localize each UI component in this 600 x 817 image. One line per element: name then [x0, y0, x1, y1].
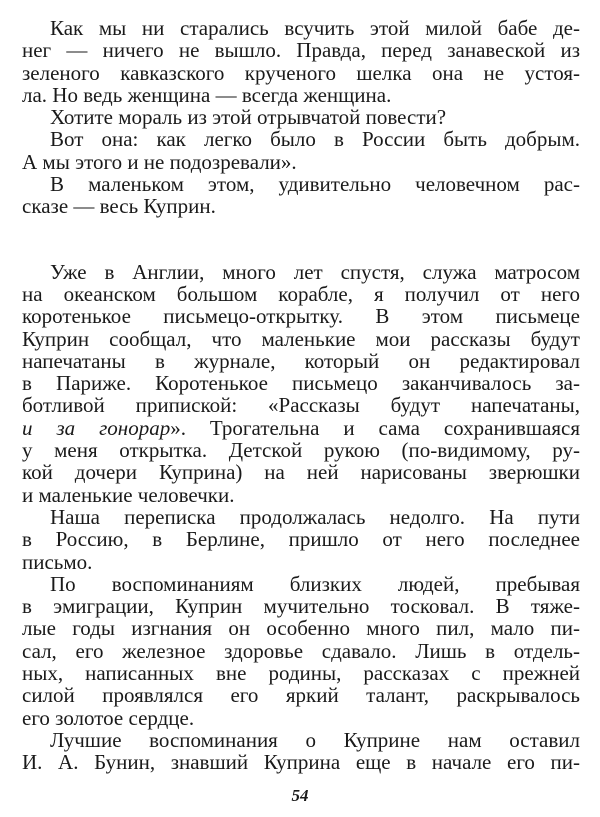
text-line: В маленьком этом, удивительно человечном рас-	[50, 172, 580, 197]
text-line: кой дочери Куприна) на ней нарисованы зверюшки	[22, 460, 580, 485]
text-line: Наша переписка продолжалась недолго. На пути	[50, 504, 580, 529]
text-line: сал, его железное здоровье сдавало. Лишь в отдель-	[22, 638, 580, 663]
text-line: Лучшие воспоминания о Куприне нам оставил	[50, 727, 580, 752]
text-line: Хотите мораль из этой отрывчатой повести?	[50, 105, 447, 130]
text-line	[22, 417, 580, 439]
text-section	[22, 17, 580, 218]
paragraph	[22, 173, 580, 218]
text-line: нег — ничего не вышло. Правда, перед занавеской из	[22, 38, 580, 63]
italic-phrase: и за гонорар	[22, 415, 171, 440]
text-fragment: ». Трогательна и сама сохранившаяся	[170, 415, 580, 440]
paragraph	[22, 128, 580, 173]
text-line: ных, написанных вне родины, рассказах с прежней	[22, 661, 580, 686]
text-line: в эмиграции, Куприн мучительно тосковал. В тяже-	[22, 594, 580, 619]
text-line: и маленькие человечки.	[22, 482, 235, 507]
text-line: в Россию, в Берлине, пришло от него последнее	[22, 527, 580, 552]
text-line: И. А. Бунин, знавший Куприна еще в начале его пи-	[22, 750, 580, 775]
text-line: силой проявлялся его яркий талант, раскрывалось	[22, 683, 580, 708]
paragraph	[22, 106, 580, 128]
text-section	[22, 261, 580, 774]
text-line: коротенькое письмецо-открытку. В этом письмеце	[22, 304, 580, 329]
text-line: зеленого кавказского крученого шелка она не устоя-	[22, 60, 580, 85]
paragraph	[22, 17, 580, 106]
paragraph	[22, 506, 580, 573]
text-line: в Париже. Коротенькое письмецо заканчивалось за-	[22, 371, 580, 396]
text-line: его золотое сердце.	[22, 705, 195, 730]
text-line: у меня открытка. Детской рукою (по-видимому, ру-	[22, 438, 580, 463]
text-line: сказе — весь Куприн.	[22, 194, 216, 219]
text-line: Как мы ни старались всучить этой милой бабе де-	[50, 16, 580, 40]
text-line: напечатаны в журнале, который он редактировал	[22, 348, 580, 373]
text-line: Вот она: как легко было в России быть добрым.	[50, 127, 580, 152]
paragraph	[22, 261, 580, 506]
text-line: Уже в Англии, много лет спустя, служа матросом	[50, 259, 580, 284]
text-line: лые годы изгнания он особенно много пил, мало пи-	[22, 616, 580, 641]
section-gap	[22, 218, 580, 261]
page-body	[22, 17, 580, 774]
paragraph	[22, 573, 580, 729]
text-line: По воспоминаниям близких людей, пребывая	[50, 571, 580, 596]
text-line: ботливой припиской: «Рассказы будут напечатаны,	[22, 393, 580, 418]
text-line: ла. Но ведь женщина — всегда женщина.	[22, 82, 392, 107]
text-line: Куприн сообщал, что маленькие мои рассказы будут	[22, 326, 580, 351]
paragraph	[22, 729, 580, 774]
text-line: на океанском большом корабле, я получил от него	[22, 281, 580, 306]
text-line: А мы этого и не подозревали».	[22, 149, 297, 174]
page-number: 54	[291, 786, 309, 805]
text-line: письмо.	[22, 549, 93, 574]
